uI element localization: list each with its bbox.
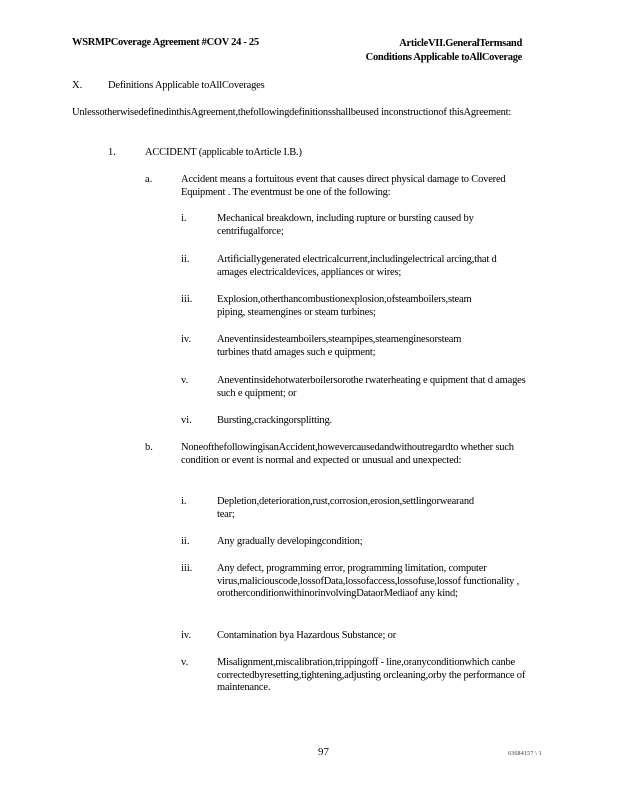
- subitem-number: ii.: [181, 536, 190, 547]
- subitem-text: Any defect, programming error, programming limitation, computer virus,maliciouscode,lossofData,lossofaccess,lossofuse,lossof functionality , orotherconditionwithinorinvolvingDataorMediaof any kind;: [217, 563, 520, 599]
- subitem-text: Contamination bya Hazardous Substance; or: [217, 630, 397, 641]
- subitem-number: iv.: [181, 334, 192, 345]
- header-article-title: [366, 37, 522, 65]
- item-number: 1.: [108, 147, 116, 158]
- page-number: 97: [318, 746, 329, 758]
- subitem-number: i.: [181, 213, 187, 224]
- subitem-number: v.: [181, 657, 189, 668]
- subitem-text: Misalignment,miscalibration,trippingoff - line,oranyconditionwhich canbe correctedbyresetting,tightening,adjusting orcleaning,orby the performance of maintenance.: [217, 657, 526, 693]
- item-title: ACCIDENT (applicable toArticle I.B.): [145, 147, 302, 158]
- subitem-number: ii.: [181, 254, 190, 265]
- subitem-text: Aneventinsidehotwaterboilersorothe rwaterheating e quipment that d amages such e quipment; or: [217, 375, 526, 399]
- subitem-text: Explosion,otherthancombustionexplosion,ofsteamboilers,steam piping, steamengines or steam turbines;: [217, 294, 472, 318]
- subitem-text: Depletion,deterioration,rust,corrosion,erosion,settlingorwearand tear;: [217, 496, 474, 520]
- section-title: Definitions Applicable toAllCoverages: [108, 80, 265, 91]
- section-number: X.: [72, 80, 83, 91]
- subitem-text: Bursting,crackingorsplitting.: [217, 415, 332, 426]
- subitem-text: Artificiallygenerated electricalcurrent,includingelectrical arcing,that d amages electricaldevices, appliances or wires;: [217, 254, 497, 278]
- subitem-number: vi.: [181, 415, 192, 426]
- paragraph-a-text: Accident means a fortuitous event that causes direct physical damage to Covered Equipment . The eventmust be one of the following:: [181, 174, 506, 198]
- subitem-number: iv.: [181, 630, 192, 641]
- subitem-text: Any gradually developingcondition;: [217, 536, 363, 547]
- paragraph-b-text: NoneofthefollowingisanAccident,howevercausedandwithoutregardto whether such condition or event is normal and expected or unusual and unexpected:: [181, 442, 514, 466]
- document-id: 63684157 \ 1: [507, 751, 542, 757]
- subitem-text: Aneventinsidesteamboilers,steampipes,steamenginesorsteam turbines thatd amages such e quipment;: [217, 334, 462, 358]
- subitem-number: i.: [181, 496, 187, 507]
- header-article-line1: ArticleVII.GeneralTermsand: [399, 38, 522, 49]
- section-intro: UnlessotherwisedefinedinthisAgreement,thefollowingdefinitionsshallbeused inconstructionof thisAgreement:: [72, 107, 512, 118]
- subitem-text: Mechanical breakdown, including rupture or bursting caused by centrifugalforce;: [217, 213, 474, 237]
- header-agreement-title: WSRMPCoverage Agreement #COV 24 - 25: [72, 37, 259, 48]
- subitem-number: iii.: [181, 563, 193, 574]
- subitem-number: iii.: [181, 294, 193, 305]
- subitem-number: v.: [181, 375, 189, 386]
- header-article-line2: Conditions Applicable toAllCoverage: [365, 52, 522, 63]
- paragraph-a-label: a.: [145, 174, 153, 185]
- paragraph-b-label: b.: [145, 442, 153, 453]
